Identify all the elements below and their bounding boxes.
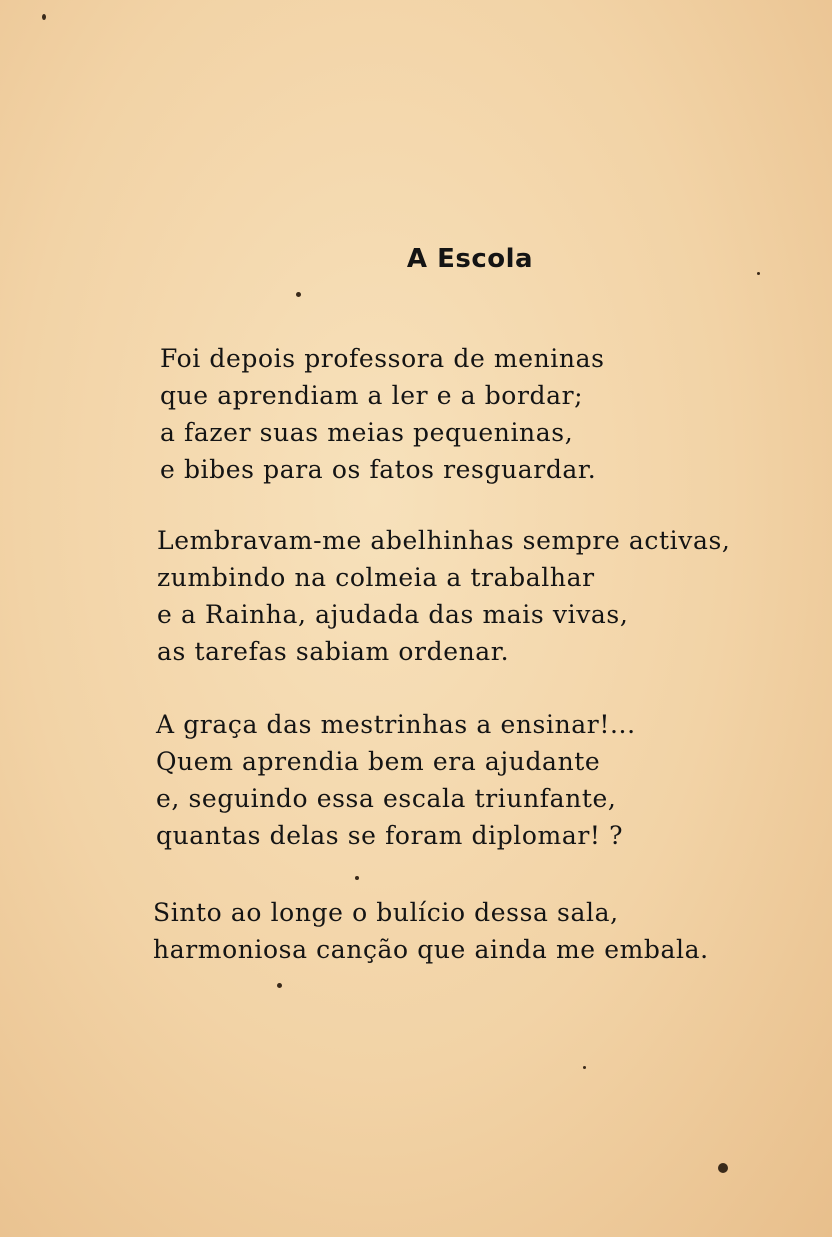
stanza-4 (153, 894, 793, 968)
poem-line: que aprendiam a ler e a bordar; (160, 381, 584, 410)
poem-line: as tarefas sabiam ordenar. (157, 637, 510, 666)
poem-line: A graça das mestrinhas a ensinar!... (156, 710, 636, 739)
poem-line: a fazer suas meias pequeninas, (160, 418, 574, 447)
poem-line: e a Rainha, ajudada das mais vivas, (157, 600, 629, 629)
paper-speck (718, 1163, 728, 1173)
poem-line: harmoniosa canção que ainda me embala. (153, 935, 709, 964)
paper-speck (277, 983, 282, 988)
poem-line: e bibes para os fatos resguardar. (160, 455, 597, 484)
paper-speck (42, 14, 46, 20)
paper-speck (757, 272, 760, 275)
poem-line: e, seguindo essa escala triunfante, (156, 784, 617, 813)
poem-line: quantas delas se foram diplomar! ? (156, 821, 624, 850)
stanza-1 (160, 340, 800, 488)
poem-title: A Escola (406, 244, 534, 274)
poem-line: Lembravam-me abelhinhas sempre activas, (157, 526, 731, 555)
paper-speck (583, 1066, 586, 1069)
stanza-3 (156, 706, 796, 854)
paper-speck (355, 876, 359, 880)
poem-line: Quem aprendia bem era ajudante (156, 747, 601, 776)
poem-line: Sinto ao longe o bulício dessa sala, (153, 898, 619, 927)
stanza-2 (157, 522, 797, 670)
poem-line: Foi depois professora de meninas (160, 344, 605, 373)
paper-speck (296, 292, 301, 297)
poem-line: zumbindo na colmeia a trabalhar (157, 563, 595, 592)
